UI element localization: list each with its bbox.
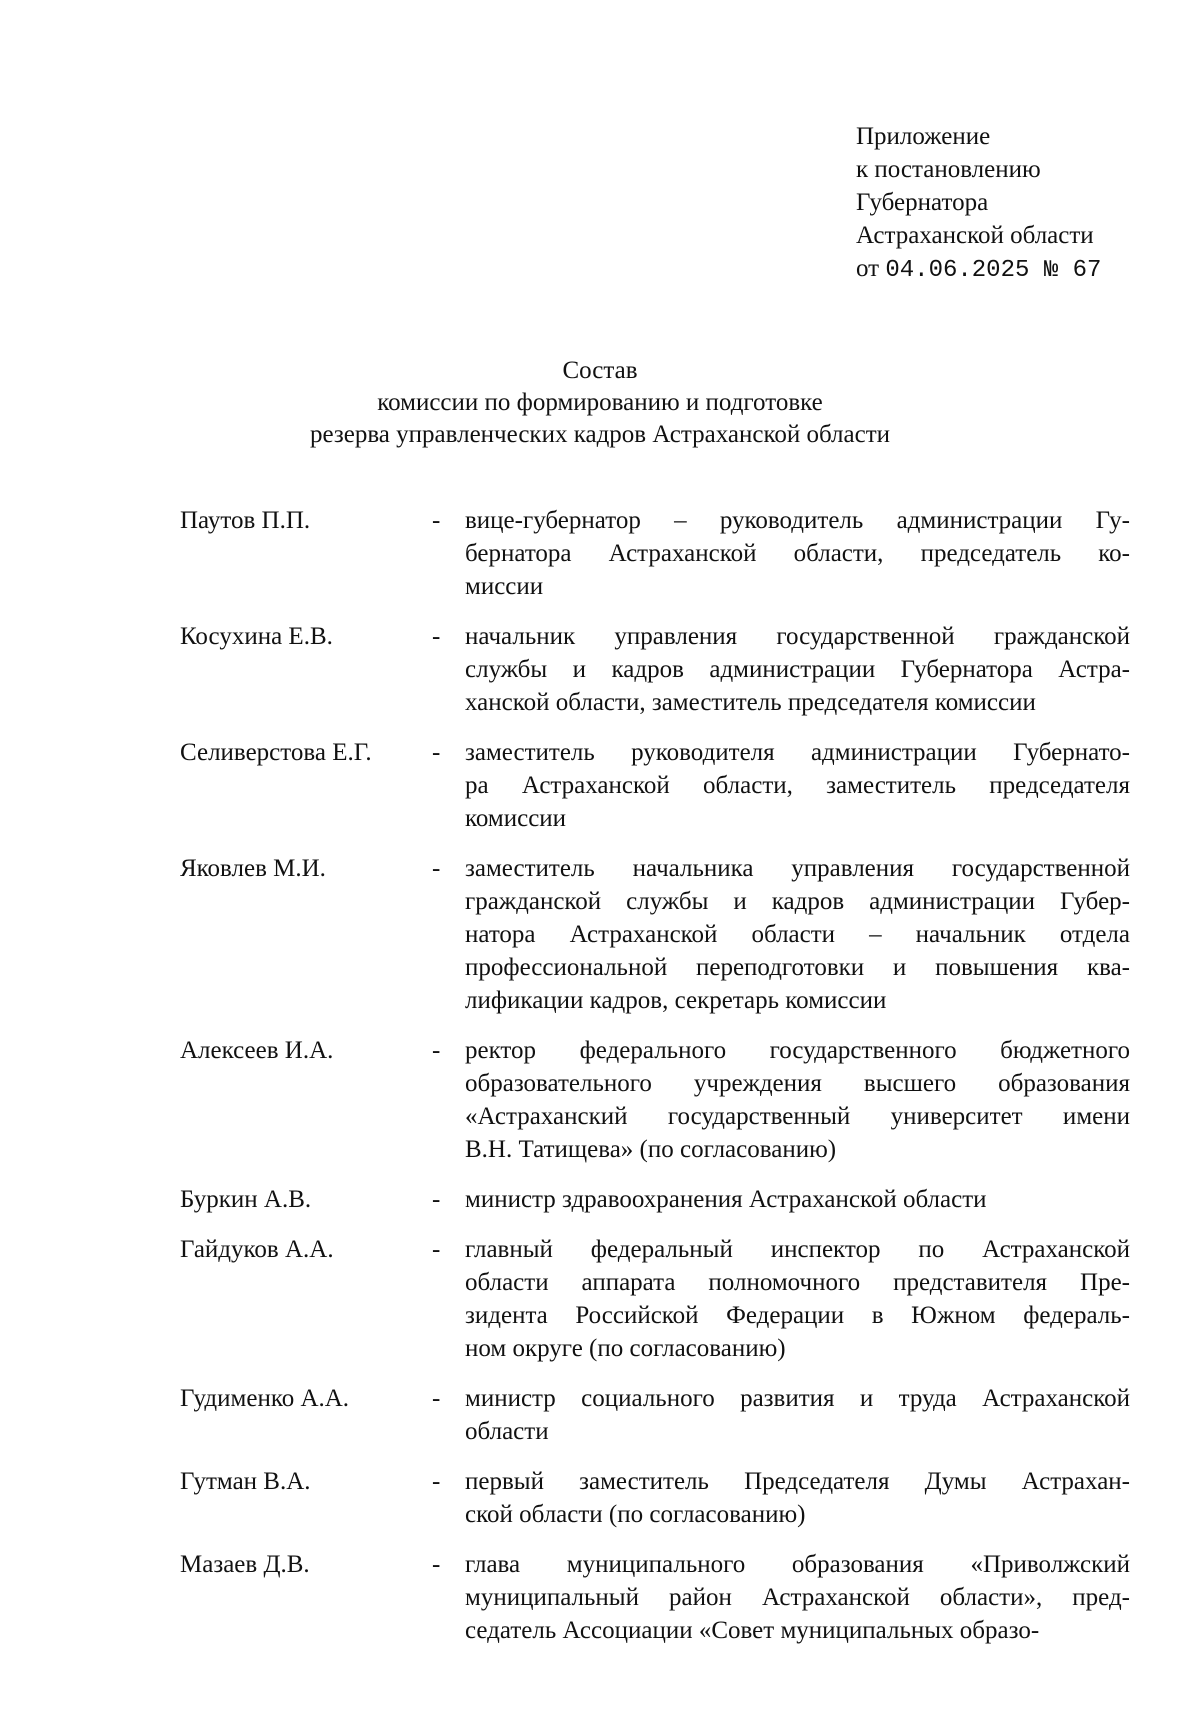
appendix-line-1: Приложение <box>856 123 991 150</box>
member-name: Гутман В.А. <box>180 1468 311 1495</box>
member-position <box>465 620 1130 719</box>
member-row <box>180 1548 1130 1647</box>
member-position <box>465 1465 1130 1531</box>
member-position <box>465 1548 1130 1647</box>
member-position-line: ской области (по согласованию) <box>465 1501 806 1528</box>
appendix-line-2: к постановлению <box>856 156 1041 183</box>
member-row <box>180 1233 1130 1365</box>
member-name: Буркин А.В. <box>180 1186 312 1213</box>
member-position <box>465 1233 1130 1365</box>
member-row <box>180 736 1130 835</box>
member-position-line: вице-губернатор – руководитель администрации Гу- <box>465 507 1130 534</box>
member-dash: - <box>432 1236 441 1263</box>
member-position-line: ханской области, заместитель председателя комиссии <box>465 689 1036 716</box>
member-name: Гайдуков А.А. <box>180 1236 334 1263</box>
member-name: Гудименко А.А. <box>180 1385 350 1412</box>
member-position-line: министр здравоохранения Астраханской области <box>465 1186 987 1213</box>
member-position-line: профессиональной переподготовки и повышения ква- <box>465 954 1130 981</box>
member-position-line: лификации кадров, секретарь комиссии <box>465 987 887 1014</box>
member-position <box>465 1183 1130 1216</box>
member-name: Косухина Е.В. <box>180 623 333 650</box>
member-position-line: «Астраханский государственный университет имени <box>465 1103 1130 1130</box>
member-name: Алексеев И.А. <box>180 1037 334 1064</box>
member-position-line: области <box>465 1418 549 1445</box>
member-position-line: главный федеральный инспектор по Астраханской <box>465 1236 1130 1263</box>
member-dash: - <box>432 623 441 650</box>
title-line-2: комиссии по формированию и подготовке <box>377 389 823 416</box>
member-position-line: бернатора Астраханской области, председатель ко- <box>465 540 1130 567</box>
member-row <box>180 852 1130 1017</box>
title-line-3: резерва управленческих кадров Астраханской области <box>309 421 891 448</box>
member-position-line: ректор федерального государственного бюджетного <box>465 1037 1130 1064</box>
member-dash: - <box>432 1186 441 1213</box>
member-position-line: начальник управления государственной гражданской <box>465 623 1130 650</box>
member-position-line: министр социального развития и труда Астраханской <box>465 1385 1130 1412</box>
member-position <box>465 852 1130 1017</box>
member-dash: - <box>432 507 441 534</box>
member-position-line: гражданской службы и кадров администрации Губер- <box>465 888 1130 915</box>
appendix-date-line <box>856 252 1101 287</box>
member-row <box>180 1382 1130 1448</box>
member-position-line: седатель Ассоциации «Совет муниципальных образо- <box>465 1617 1040 1644</box>
member-position-line: муниципальный район Астраханской области», пред- <box>465 1584 1130 1611</box>
member-position-line: В.Н. Татищева» (по согласованию) <box>465 1136 837 1163</box>
date-number: 04.06.2025 № 67 <box>885 257 1102 284</box>
member-row <box>180 1183 1130 1216</box>
member-position <box>465 504 1130 603</box>
member-dash: - <box>432 1037 441 1064</box>
member-dash: - <box>432 855 441 882</box>
member-position-line: образовательного учреждения высшего образования <box>465 1070 1130 1097</box>
member-name: Селиверстова Е.Г. <box>180 739 372 766</box>
member-dash: - <box>432 1468 441 1495</box>
member-name: Яковлев М.И. <box>180 855 326 882</box>
member-name: Паутов П.П. <box>180 507 311 534</box>
member-position <box>465 1382 1130 1448</box>
member-position-line: миссии <box>465 573 544 600</box>
member-position-line: ном округе (по согласованию) <box>465 1335 786 1362</box>
member-dash: - <box>432 739 441 766</box>
member-row <box>180 504 1130 603</box>
title-line-1: Состав <box>562 357 638 384</box>
date-prefix: от <box>856 255 880 282</box>
member-row <box>180 1034 1130 1166</box>
member-dash: - <box>432 1385 441 1412</box>
member-position-line: области аппарата полномочного представителя Пре- <box>465 1269 1130 1296</box>
member-position-line: ра Астраханской области, заместитель председателя <box>465 772 1130 799</box>
members-list <box>180 504 1130 1664</box>
appendix-line-4: Астраханской области <box>856 222 1094 249</box>
appendix-block <box>856 120 1101 287</box>
member-position <box>465 1034 1130 1166</box>
member-position-line: первый заместитель Председателя Думы Астрахан- <box>465 1468 1130 1495</box>
appendix-line-3: Губернатора <box>856 189 989 216</box>
member-row <box>180 1465 1130 1531</box>
member-position-line: службы и кадров администрации Губернатора Астра- <box>465 656 1130 683</box>
document-title <box>0 355 1200 451</box>
member-name: Мазаев Д.В. <box>180 1551 310 1578</box>
member-position-line: заместитель начальника управления государственной <box>465 855 1130 882</box>
member-position-line: натора Астраханской области – начальник отдела <box>465 921 1130 948</box>
member-position-line: комиссии <box>465 805 567 832</box>
member-dash: - <box>432 1551 441 1578</box>
member-position-line: глава муниципального образования «Приволжский <box>465 1551 1130 1578</box>
member-row <box>180 620 1130 719</box>
member-position-line: заместитель руководителя администрации Губернато- <box>465 739 1130 766</box>
member-position-line: зидента Российской Федерации в Южном федераль- <box>465 1302 1130 1329</box>
member-position <box>465 736 1130 835</box>
